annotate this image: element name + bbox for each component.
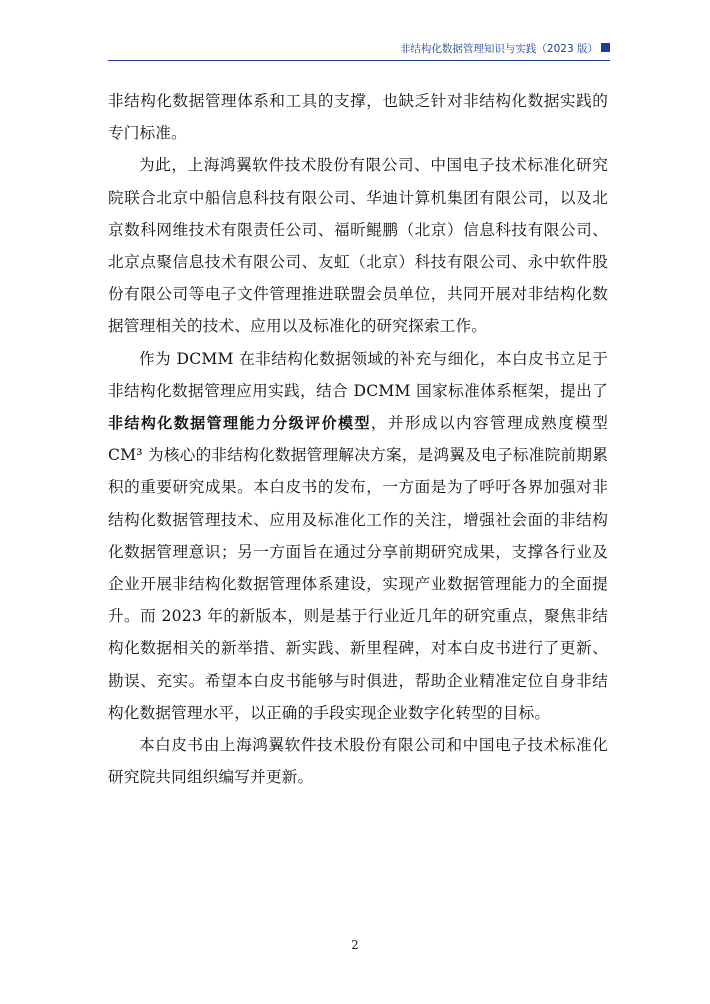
paragraph-3-text-before: 作为 DCMM 在非结构化数据领域的补充与细化，本白皮书立足于非结构化数据管理应用实践，结合 DCMM 国家标准体系框架，提出了 bbox=[108, 349, 608, 400]
header-square-icon bbox=[601, 43, 610, 52]
paragraph-4: 本白皮书由上海鸿翼软件技术股份有限公司和中国电子技术标准化研究院共同组织编写并更新。 bbox=[108, 736, 608, 787]
paragraph-3-bold-model-name: 非结构化数据管理能力分级评价模型 bbox=[108, 414, 371, 433]
paragraph-1: 非结构化数据管理体系和工具的支撑，也缺乏针对非结构化数据实践的专门标准。 bbox=[108, 92, 608, 143]
page-number: 2 bbox=[351, 938, 359, 952]
header-title: 非结构化数据管理知识与实践（2023 版） bbox=[399, 43, 598, 55]
paragraph-3-text-after: ，并形成以内容管理成熟度模型 CM³ 为核心的非结构化数据管理解决方案，是鸿翼及电子标准院前期累积的重要研究成果。本白皮书的发布，一方面是为了呼吁各界加强对非结构化数据管理技术、应用及标准化工作的关注，增强社会面的非结构化数据管理意识；另一方面旨在通过分享前期研究成果，支撑各行业及企业开展非结构化数据管理体系建设，实现产业数据管理能力的全面提升。而 2023 年的新版本，则是基于行业近几年的研究重点，聚焦非结构化数据相关的新举措、新实践、新里程碑，对本白皮书进行了更新、勘误、充实。希望本白皮书能够与时俱进，帮助企业精准定位自身非结构化数据管理水平，以正确的手段实现企业数字化转型的目标。 bbox=[108, 414, 608, 722]
paragraph-2: 为此，上海鸿翼软件技术股份有限公司、中国电子技术标准化研究院联合北京中船信息科技有限公司、华迪计算机集团有限公司，以及北京数科网维技术有限责任公司、福昕鲲鹏（北京）信息科技有限公司、北京点聚信息技术有限公司、友虹（北京）科技有限公司、永中软件股份有限公司等电子文件管理推进联盟会员单位，共同开展对非结构化数据管理相关的技术、应用以及标准化的研究探索工作。 bbox=[108, 156, 608, 336]
paragraph-3 bbox=[108, 343, 608, 729]
page-header bbox=[108, 38, 610, 61]
body-content bbox=[108, 85, 608, 793]
